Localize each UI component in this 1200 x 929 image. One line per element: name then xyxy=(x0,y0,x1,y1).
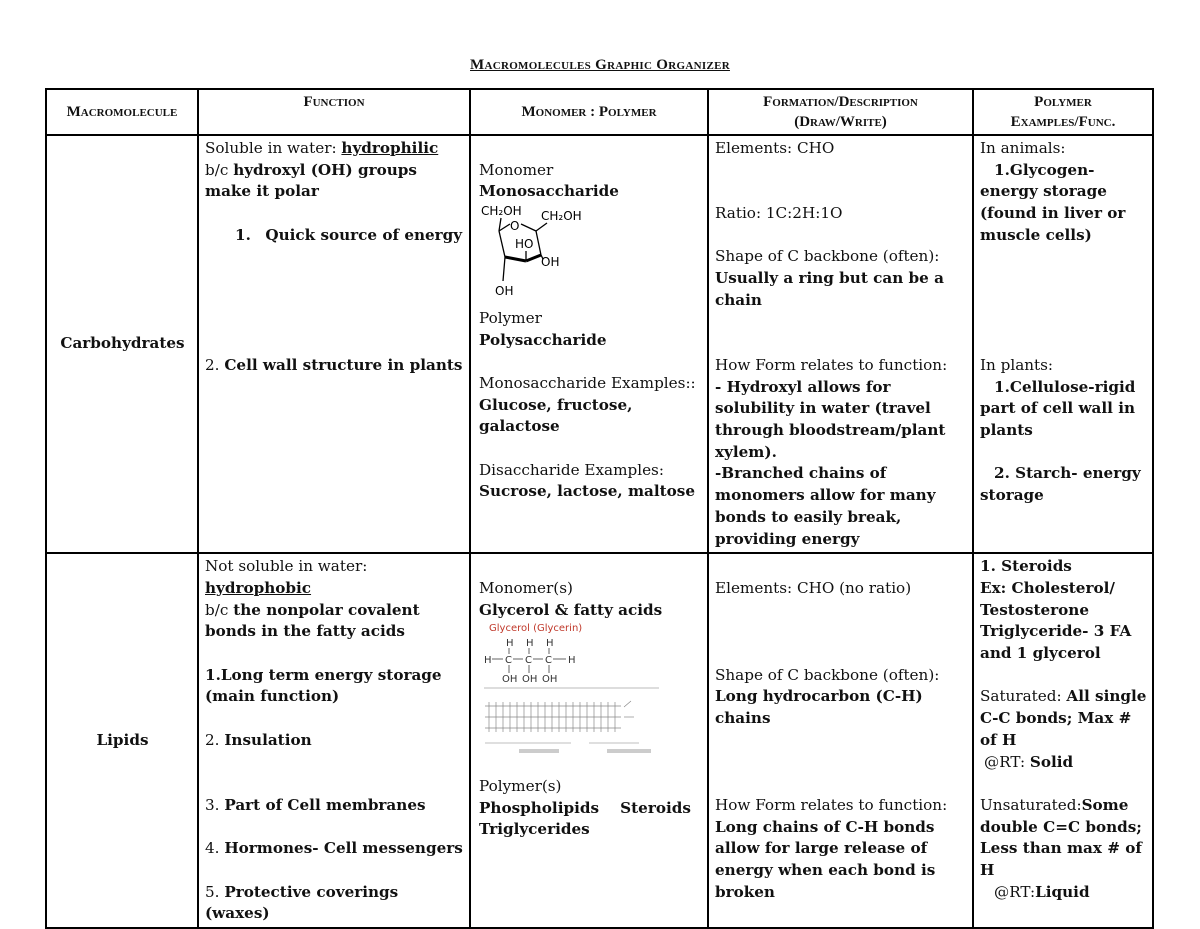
lipid-item5-num: 5. xyxy=(205,882,225,901)
carb-mono-examples-label: Monosaccharide Examples:: xyxy=(479,373,696,392)
header-function: Function xyxy=(198,89,470,135)
carb-reason-prefix: b/c xyxy=(205,160,234,179)
svg-text:H: H xyxy=(506,638,514,650)
lipid-item2-text: Insulation xyxy=(224,730,312,749)
carbohydrates-monomer-cell xyxy=(470,135,708,553)
diagram-oh-right: OH xyxy=(541,255,560,270)
lipid-polymer-value-1: Phospholipids Steroids xyxy=(479,798,691,817)
carb-function-item-1 xyxy=(205,225,464,247)
carboxyl-group-caption xyxy=(607,749,651,753)
lipid-elements-value: CHO (no ratio) xyxy=(796,578,912,597)
carb-ratio xyxy=(715,203,967,225)
svg-text:H: H xyxy=(546,638,554,650)
lipid-solubility xyxy=(205,556,464,599)
lipid-steroids: 1. Steroids xyxy=(980,557,1072,576)
carb-reason-text: hydroxyl (OH) groups make it polar xyxy=(205,160,417,201)
lipid-monomer-value: Glycerol & fatty acids xyxy=(479,600,663,619)
lipid-shape-value: Long hydrocarbon (C-H) chains xyxy=(715,687,923,728)
lipid-saturated-rt-label: @RT: xyxy=(984,752,1030,771)
carb-monomer-label: Monomer xyxy=(479,160,554,179)
carb-polar-reason xyxy=(205,160,464,203)
carb-item2-num: 2. xyxy=(205,355,225,374)
carb-item2-text: Cell wall structure in plants xyxy=(224,355,463,374)
lipid-unsaturated-rt-value: Liquid xyxy=(1035,882,1090,901)
lipid-function-item-2 xyxy=(205,730,464,752)
lipid-polymer-label: Polymer(s) xyxy=(479,777,562,796)
lipids-label: Lipids xyxy=(46,553,198,928)
lipids-formation-cell xyxy=(708,553,973,928)
lipid-item3-text: Part of Cell membranes xyxy=(224,795,426,814)
carb-elements-value: CHO xyxy=(796,139,835,157)
lipid-form-label: How Form relates to function: xyxy=(715,795,948,814)
lipid-item5-text: Protective coverings (waxes) xyxy=(205,882,399,923)
svg-text:OH: OH xyxy=(542,674,558,686)
carb-shape-value: Usually a ring but can be a chain xyxy=(715,269,944,309)
lipid-monomer-label: Monomer(s) xyxy=(479,578,573,597)
lipid-solubility-text: Not soluble in water: xyxy=(205,557,368,576)
lipid-unsaturated-label: Unsaturated: xyxy=(980,795,1082,814)
carb-di-examples-label: Disaccharide Examples: xyxy=(479,460,664,479)
carb-monomer-value: Monosaccharide xyxy=(479,182,619,201)
carb-item1-num: 1. xyxy=(235,225,251,244)
lipid-saturated-value: All single C-C bonds; Max # of H xyxy=(980,687,1147,749)
lipid-shape-label: Shape of C backbone (often): xyxy=(715,665,940,684)
svg-text:OH: OH xyxy=(502,674,518,686)
lipid-reason-prefix: b/c xyxy=(205,600,234,619)
carb-polymer-label: Polymer xyxy=(479,308,542,327)
carb-solubility xyxy=(205,138,464,160)
header-formation xyxy=(708,89,973,135)
lipid-unsaturated-rt xyxy=(980,882,1147,904)
header-row xyxy=(46,89,1153,135)
lipid-unsaturated-value: Some double C=C bonds; Less than max # of H xyxy=(980,795,1142,880)
header-examples xyxy=(973,89,1153,135)
lipid-hydrophobic: hydrophobic xyxy=(205,578,312,597)
carb-function-item-2 xyxy=(205,355,464,377)
lipid-nonpolar-reason xyxy=(205,600,464,643)
carb-ratio-label: Ratio: xyxy=(715,204,766,223)
lipid-function-item-5 xyxy=(205,882,464,925)
lipid-item4-num: 4. xyxy=(205,839,225,858)
carb-mono-examples: Glucose, fructose, galactose xyxy=(479,395,633,436)
carbohydrates-formation-cell xyxy=(708,135,973,553)
hydrocarbon-chain-caption xyxy=(519,749,559,753)
lipid-saturated-rt xyxy=(980,752,1147,774)
carb-form-value-1: - Hydroxyl allows for solubility in water (travel through bloodstream/plant xylem). xyxy=(715,377,946,461)
lipid-item2-num: 2. xyxy=(205,730,225,749)
lipid-saturated-label: Saturated: xyxy=(980,687,1067,706)
carb-elements-label: Elements: xyxy=(715,139,797,157)
lipid-elements-label: Elements: xyxy=(715,578,797,597)
glycerol-fatty-acid-diagram xyxy=(479,621,659,769)
diagram-ch2oh-left: CH₂OH xyxy=(481,204,522,219)
header-formation-line2: (Draw/Write) xyxy=(794,114,887,130)
lipid-polymer-value-2: Triglycerides xyxy=(479,820,590,839)
carb-di-examples: Sucrose, lactose, maltose xyxy=(479,482,696,501)
carb-solubility-text: Soluble in water: xyxy=(205,139,342,157)
carb-item1-text: Quick source of energy xyxy=(265,225,463,244)
carb-form-value-2: -Branched chains of monomers allow for many bonds to easily break, providing energy xyxy=(715,464,936,548)
carb-ratio-value: 1C:2H:1O xyxy=(765,204,843,223)
header-monomer-polymer: Monomer : Polymer xyxy=(470,89,708,135)
glycerol-diagram-title: Glycerol (Glycerin) xyxy=(489,623,583,635)
svg-text:C: C xyxy=(505,655,512,667)
svg-text:C: C xyxy=(545,655,552,667)
glycerol-atoms xyxy=(484,638,576,685)
lipids-function-cell xyxy=(198,553,470,928)
carb-hydrophilic: hydrophilic xyxy=(341,139,439,157)
lipid-triglyceride: Triglyceride- 3 FA and 1 glycerol xyxy=(980,622,1132,663)
carb-animals-label: In animals: xyxy=(980,139,1066,157)
diagram-oh-bottom: OH xyxy=(495,284,514,299)
carb-animals-value: 1.Glycogen- energy storage (found in liver or muscle cells) xyxy=(980,160,1126,244)
carbohydrates-function-cell xyxy=(198,135,470,553)
lipid-steroid-examples: Ex: Cholesterol/ Testosterone xyxy=(980,578,1115,619)
lipid-saturated-rt-value: Solid xyxy=(1029,752,1074,771)
lipid-function-item-4 xyxy=(205,838,464,860)
carbohydrates-examples-cell xyxy=(973,135,1153,553)
fatty-acid-chain xyxy=(485,706,639,743)
header-examples-line1: Polymer xyxy=(1034,94,1092,110)
svg-text:H: H xyxy=(568,655,576,667)
carb-form-label: How Form relates to function: xyxy=(715,355,948,374)
page-title: Macromolecules Graphic Organizer xyxy=(470,57,730,73)
lipids-monomer-cell xyxy=(470,553,708,928)
lipid-function-item-1: 1.Long term energy storage (main function) xyxy=(205,665,442,706)
svg-text:H: H xyxy=(484,655,492,667)
svg-text:H: H xyxy=(526,638,534,650)
carb-plants-value-1: 1.Cellulose-rigid part of cell wall in plants xyxy=(980,377,1136,440)
lipid-item3-num: 3. xyxy=(205,795,225,814)
header-formation-line1: Formation/Description xyxy=(763,94,918,110)
carb-polymer-value: Polysaccharide xyxy=(479,330,607,349)
lipids-examples-cell xyxy=(973,553,1153,928)
header-examples-line2: Examples/Func. xyxy=(1010,114,1116,130)
diagram-ho: HO xyxy=(515,237,534,252)
diagram-ch2oh-right: CH₂OH xyxy=(541,209,582,224)
svg-text:C: C xyxy=(525,655,532,667)
carb-elements xyxy=(715,138,967,160)
lipid-elements xyxy=(715,578,967,600)
ribose-structure-diagram xyxy=(479,203,604,301)
carbohydrates-row xyxy=(46,135,1153,553)
lipid-unsaturated xyxy=(980,795,1147,882)
lipid-reason-text: the nonpolar covalent bonds in the fatty acids xyxy=(205,600,420,641)
lipid-saturated xyxy=(980,686,1147,751)
header-macromolecule: Macromolecule xyxy=(46,89,198,135)
lipid-item4-text: Hormones- Cell messengers xyxy=(224,839,463,858)
lipid-unsaturated-rt-label: @RT: xyxy=(994,882,1036,901)
carb-plants-value-2: 2. Starch- energy storage xyxy=(980,464,1141,505)
carb-shape-label: Shape of C backbone (often): xyxy=(715,247,940,266)
organizer-table xyxy=(45,88,1154,929)
lipid-form-value: Long chains of C-H bonds allow for large release of energy when each bond is broken xyxy=(715,817,936,901)
diagram-ring-oxygen: O xyxy=(510,219,520,234)
lipid-function-item-3 xyxy=(205,795,464,817)
carb-plants-label: In plants: xyxy=(980,355,1054,374)
carbohydrates-label: Carbohydrates xyxy=(46,135,198,553)
svg-text:OH: OH xyxy=(522,674,538,686)
lipids-row xyxy=(46,553,1153,928)
